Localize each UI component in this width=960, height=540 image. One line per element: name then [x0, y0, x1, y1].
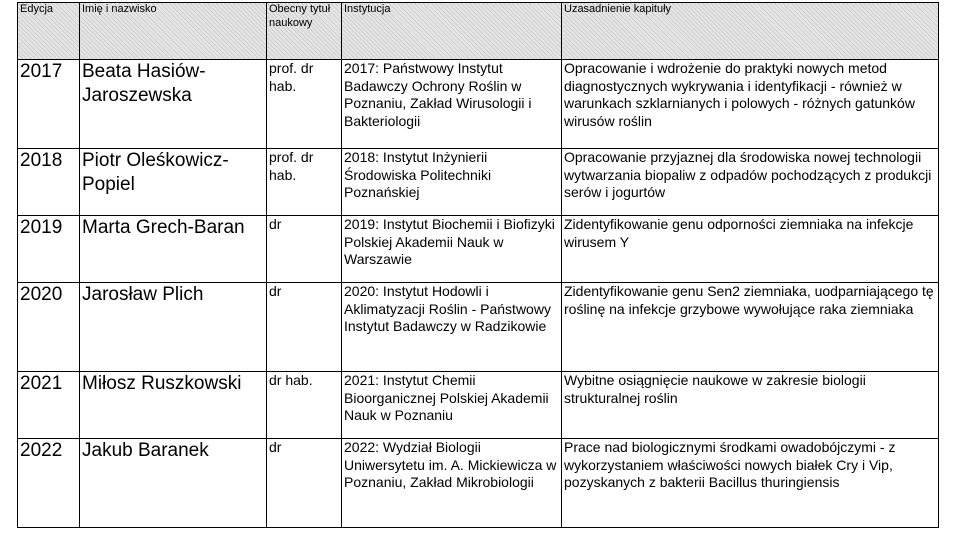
cell-year: 2017: [18, 60, 80, 149]
cell-year: 2020: [18, 283, 80, 372]
cell-year: 2018: [18, 149, 80, 216]
header-name: Imię i nazwisko: [80, 3, 267, 60]
cell-institution: 2021: Instytut Chemii Bioorganicznej Polskiej Akademii Nauk w Poznaniu: [342, 372, 562, 439]
cell-title: dr: [267, 216, 342, 283]
cell-title: dr: [267, 439, 342, 528]
table-row: [18, 149, 939, 216]
table-header: [18, 3, 939, 60]
cell-institution: 2022: Wydział Biologii Uniwersytetu im. A. Mickiewicza w Poznaniu, Zakład Mikrobiologii: [342, 439, 562, 528]
cell-name: Miłosz Ruszkowski: [80, 372, 267, 439]
header-title: Obecny tytuł naukowy: [267, 3, 342, 60]
table-row: [18, 372, 939, 439]
cell-title: prof. dr hab.: [267, 149, 342, 216]
table-row: [18, 216, 939, 283]
cell-institution: 2017: Państwowy Instytut Badawczy Ochrony Roślin w Poznaniu, Zakład Wirusologii i Bakteriologii: [342, 60, 562, 149]
cell-title: dr: [267, 283, 342, 372]
cell-institution: 2018: Instytut Inżynierii Środowiska Politechniki Poznańskiej: [342, 149, 562, 216]
header-institution: Instytucja: [342, 3, 562, 60]
cell-institution: 2020: Instytut Hodowli i Aklimatyzacji Roślin - Państwowy Instytut Badawczy w Radzikowie: [342, 283, 562, 372]
cell-institution: 2019: Instytut Biochemii i Biofizyki Polskiej Akademii Nauk w Warszawie: [342, 216, 562, 283]
cell-justification: Opracowanie przyjaznej dla środowiska nowej technologii wytwarzania biopaliw z odpadów pochodzących z produkcji serów i jogurtów: [562, 149, 939, 216]
cell-name: Jarosław Plich: [80, 283, 267, 372]
header-justification: Uzasadnienie kapituły: [562, 3, 939, 60]
cell-justification: Prace nad biologicznymi środkami owadobójczymi - z wykorzystaniem właściwości nowych białek Cry i Vip, pozyskanych z bakterii Bacillus thuringiensis: [562, 439, 939, 528]
table-row: [18, 60, 939, 149]
cell-name: Marta Grech-Baran: [80, 216, 267, 283]
cell-year: 2022: [18, 439, 80, 528]
table-row: [18, 439, 939, 528]
cell-justification: Zidentyfikowanie genu odporności ziemniaka na infekcje wirusem Y: [562, 216, 939, 283]
header-edition: Edycja: [18, 3, 80, 60]
cell-title: dr hab.: [267, 372, 342, 439]
cell-name: Jakub Baranek: [80, 439, 267, 528]
cell-justification: Zidentyfikowanie genu Sen2 ziemniaka, uodparniającego tę roślinę na infekcje grzybowe wywołujące raka ziemniaka: [562, 283, 939, 372]
cell-year: 2019: [18, 216, 80, 283]
table-row: [18, 283, 939, 372]
cell-title: prof. dr hab.: [267, 60, 342, 149]
cell-name: Beata Hasiów-Jaroszewska: [80, 60, 267, 149]
cell-name: Piotr Oleśkowicz-Popiel: [80, 149, 267, 216]
table-body: [18, 60, 939, 528]
cell-justification: Opracowanie i wdrożenie do praktyki nowych metod diagnostycznych wykrywania i identyfikacji - również w warunkach szklarnianych i polowych - różnych gatunków wirusów roślin: [562, 60, 939, 149]
laureates-table: [17, 2, 939, 528]
cell-justification: Wybitne osiągnięcie naukowe w zakresie biologii strukturalnej roślin: [562, 372, 939, 439]
cell-year: 2021: [18, 372, 80, 439]
header-row: [18, 3, 939, 60]
